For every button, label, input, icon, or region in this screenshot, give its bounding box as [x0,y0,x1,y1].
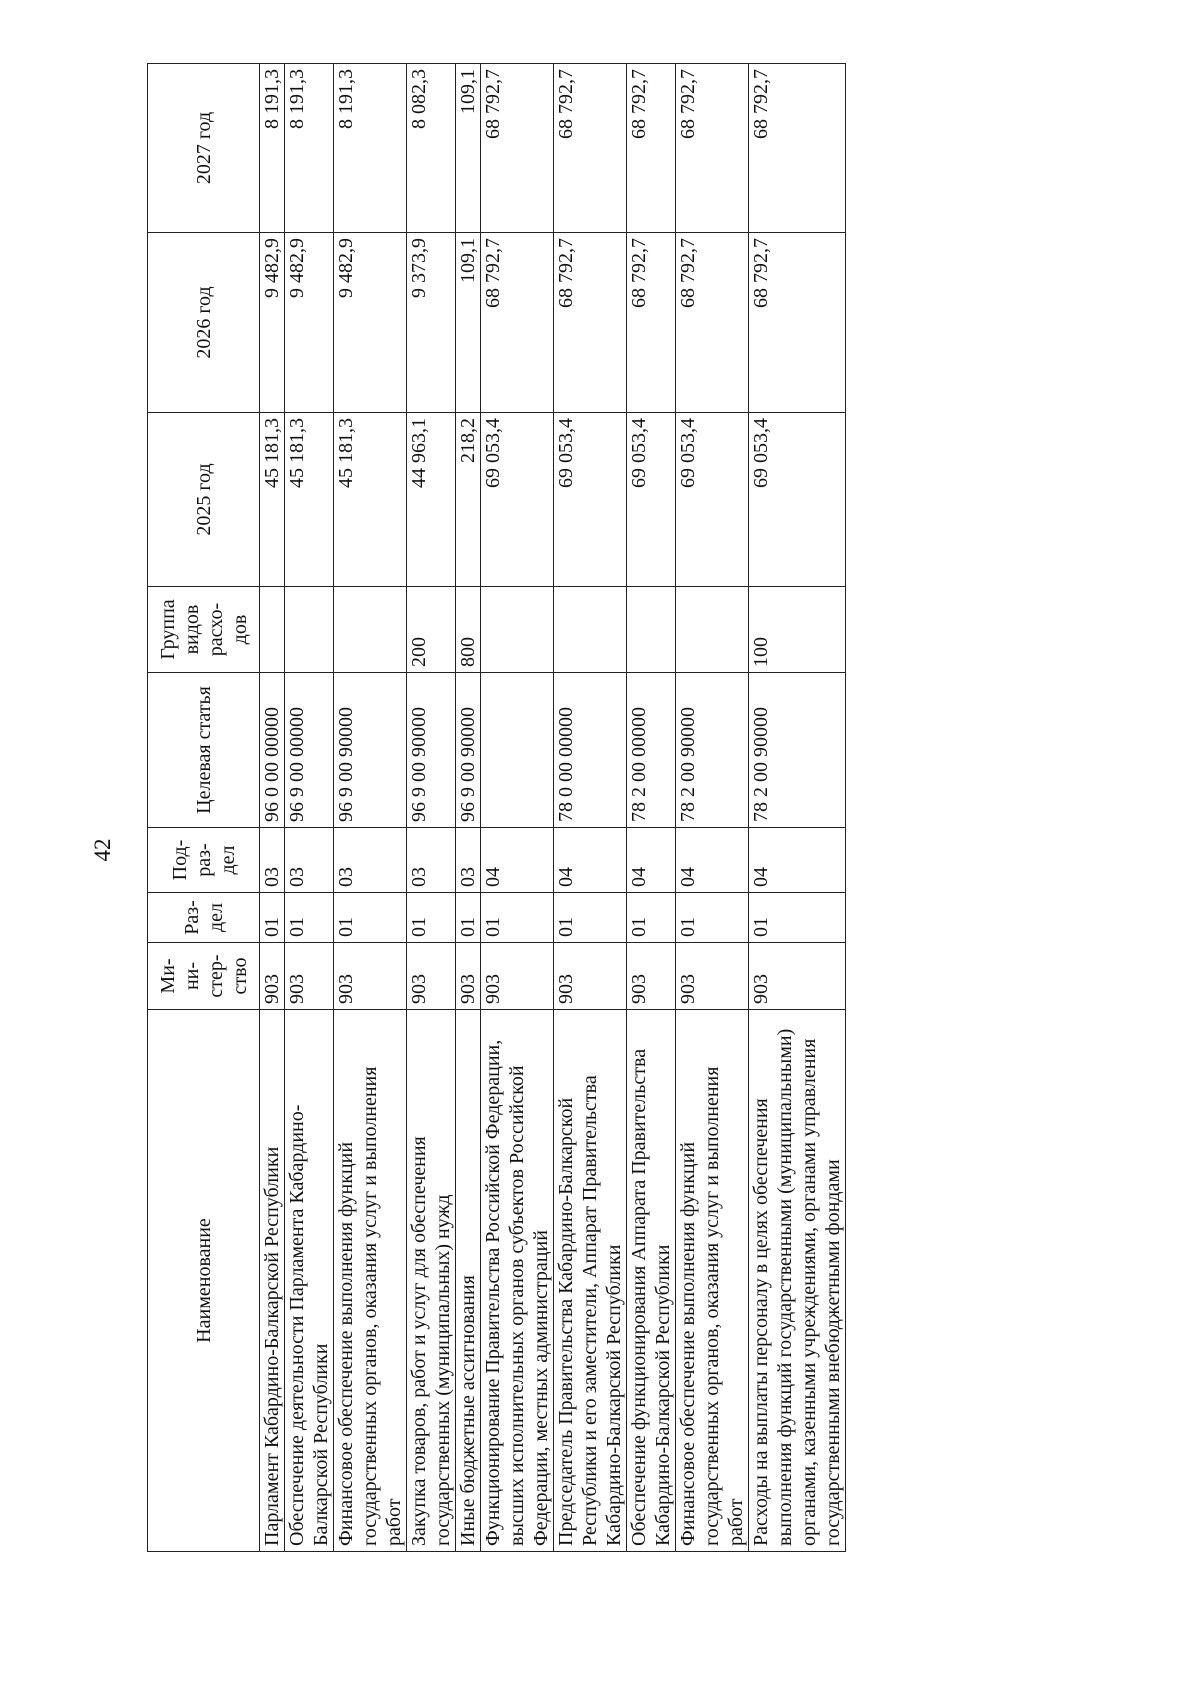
cell-2027: 68 792,7 [676,64,749,233]
cell-subsection: 03 [260,828,285,893]
cell-name: Парламент Кабардино-Балкарской Республики [260,1010,285,1552]
cell-2025: 69 053,4 [481,413,554,587]
cell-2026: 9 482,9 [334,233,407,413]
cell-name: Председатель Правительства Кабардино-Балкарской Республики и его заместители, Аппарат Правительства Кабардино-Балкарской Республики [554,1010,627,1552]
cell-section: 01 [407,893,456,943]
cell-group [676,587,749,673]
cell-group: 800 [456,587,481,673]
cell-ministry: 903 [627,943,676,1010]
cell-subsection: 04 [676,828,749,893]
cell-group [481,587,554,673]
cell-ministry: 903 [481,943,554,1010]
cell-name: Обеспечение функционирования Аппарата Правительства Кабардино-Балкарской Республики [627,1010,676,1552]
cell-ministry: 903 [676,943,749,1010]
header-group: Группа видов расхо-дов [148,587,260,673]
cell-2027: 68 792,7 [749,64,846,233]
cell-2025: 69 053,4 [627,413,676,587]
cell-section: 01 [749,893,846,943]
cell-2027: 68 792,7 [627,64,676,233]
cell-ministry: 903 [260,943,285,1010]
cell-2026: 109,1 [456,233,481,413]
cell-group [260,587,285,673]
cell-2025: 69 053,4 [749,413,846,587]
cell-subsection: 04 [749,828,846,893]
cell-section: 01 [285,893,334,943]
cell-group [554,587,627,673]
cell-name: Обеспечение деятельности Парламента Кабардино-Балкарской Республики [285,1010,334,1552]
cell-2026: 68 792,7 [627,233,676,413]
table-row [285,64,334,1552]
cell-section: 01 [627,893,676,943]
cell-2026: 9 482,9 [260,233,285,413]
cell-target: 78 2 00 90000 [749,673,846,828]
cell-2027: 8 082,3 [407,64,456,233]
cell-subsection: 03 [456,828,481,893]
table-row [456,64,481,1552]
cell-target: 78 2 00 00000 [627,673,676,828]
cell-section: 01 [676,893,749,943]
cell-subsection: 04 [481,828,554,893]
cell-2026: 68 792,7 [676,233,749,413]
cell-name: Закупка товаров, работ и услуг для обеспечения государственных (муниципальных) нужд [407,1010,456,1552]
cell-group [334,587,407,673]
cell-2025: 45 181,3 [260,413,285,587]
cell-section: 01 [334,893,407,943]
cell-2026: 68 792,7 [749,233,846,413]
cell-subsection: 04 [554,828,627,893]
cell-2026: 9 373,9 [407,233,456,413]
cell-2025: 218,2 [456,413,481,587]
cell-2026: 9 482,9 [285,233,334,413]
cell-2025: 45 181,3 [285,413,334,587]
table-row [260,64,285,1552]
cell-group: 100 [749,587,846,673]
cell-target: 96 0 00 00000 [260,673,285,828]
cell-name: Финансовое обеспечение выполнения функций государственных органов, оказания услуг и выполнения работ [676,1010,749,1552]
cell-group [627,587,676,673]
cell-subsection: 04 [627,828,676,893]
table-row [554,64,627,1552]
table-row [627,64,676,1552]
table-body [260,64,846,1552]
cell-2027: 68 792,7 [554,64,627,233]
cell-ministry: 903 [749,943,846,1010]
cell-subsection: 03 [407,828,456,893]
cell-2025: 69 053,4 [676,413,749,587]
header-subsection: Под-раз-дел [148,828,260,893]
cell-2025: 69 053,4 [554,413,627,587]
cell-2025: 45 181,3 [334,413,407,587]
cell-target: 78 0 00 00000 [554,673,627,828]
budget-table [147,63,846,1552]
cell-target: 96 9 00 90000 [407,673,456,828]
cell-2027: 109,1 [456,64,481,233]
cell-2026: 68 792,7 [554,233,627,413]
cell-2027: 8 191,3 [334,64,407,233]
header-2027: 2027 год [148,64,260,233]
header-section: Раз-дел [148,893,260,943]
table-row [407,64,456,1552]
cell-section: 01 [554,893,627,943]
header-name: Наименование [148,1010,260,1552]
cell-group: 200 [407,587,456,673]
cell-section: 01 [260,893,285,943]
cell-section: 01 [481,893,554,943]
table-row [749,64,846,1552]
cell-ministry: 903 [285,943,334,1010]
header-ministry: Ми-ни-стер-ство [148,943,260,1010]
page-number: 42 [90,838,115,862]
cell-2027: 68 792,7 [481,64,554,233]
cell-ministry: 903 [554,943,627,1010]
budget-table-rotated [147,64,1061,1552]
cell-target [481,673,554,828]
cell-2025: 44 963,1 [407,413,456,587]
cell-target: 96 9 00 00000 [285,673,334,828]
table-row [676,64,749,1552]
cell-section: 01 [456,893,481,943]
cell-name: Финансовое обеспечение выполнения функций государственных органов, оказания услуг и выполнения работ [334,1010,407,1552]
cell-subsection: 03 [334,828,407,893]
cell-2026: 68 792,7 [481,233,554,413]
cell-ministry: 903 [407,943,456,1010]
table-row [334,64,407,1552]
cell-target: 96 9 00 90000 [334,673,407,828]
cell-name: Расходы на выплаты персоналу в целях обеспечения выполнения функций государственными (муниципальными) органами, казенными учреждениями, органами управления государственными внебюджетными фондами [749,1010,846,1552]
cell-ministry: 903 [456,943,481,1010]
cell-2027: 8 191,3 [260,64,285,233]
cell-target: 96 9 00 90000 [456,673,481,828]
cell-ministry: 903 [334,943,407,1010]
table-header-row [148,64,260,1552]
cell-target: 78 2 00 90000 [676,673,749,828]
cell-2027: 8 191,3 [285,64,334,233]
cell-group [285,587,334,673]
table-row [481,64,554,1552]
cell-name: Функционирование Правительства Российской Федерации, высших исполнительных органов субъектов Российской Федерации, местных администраций [481,1010,554,1552]
header-target: Целевая статья [148,673,260,828]
cell-subsection: 03 [285,828,334,893]
header-2025: 2025 год [148,413,260,587]
header-2026: 2026 год [148,233,260,413]
cell-name: Иные бюджетные ассигнования [456,1010,481,1552]
